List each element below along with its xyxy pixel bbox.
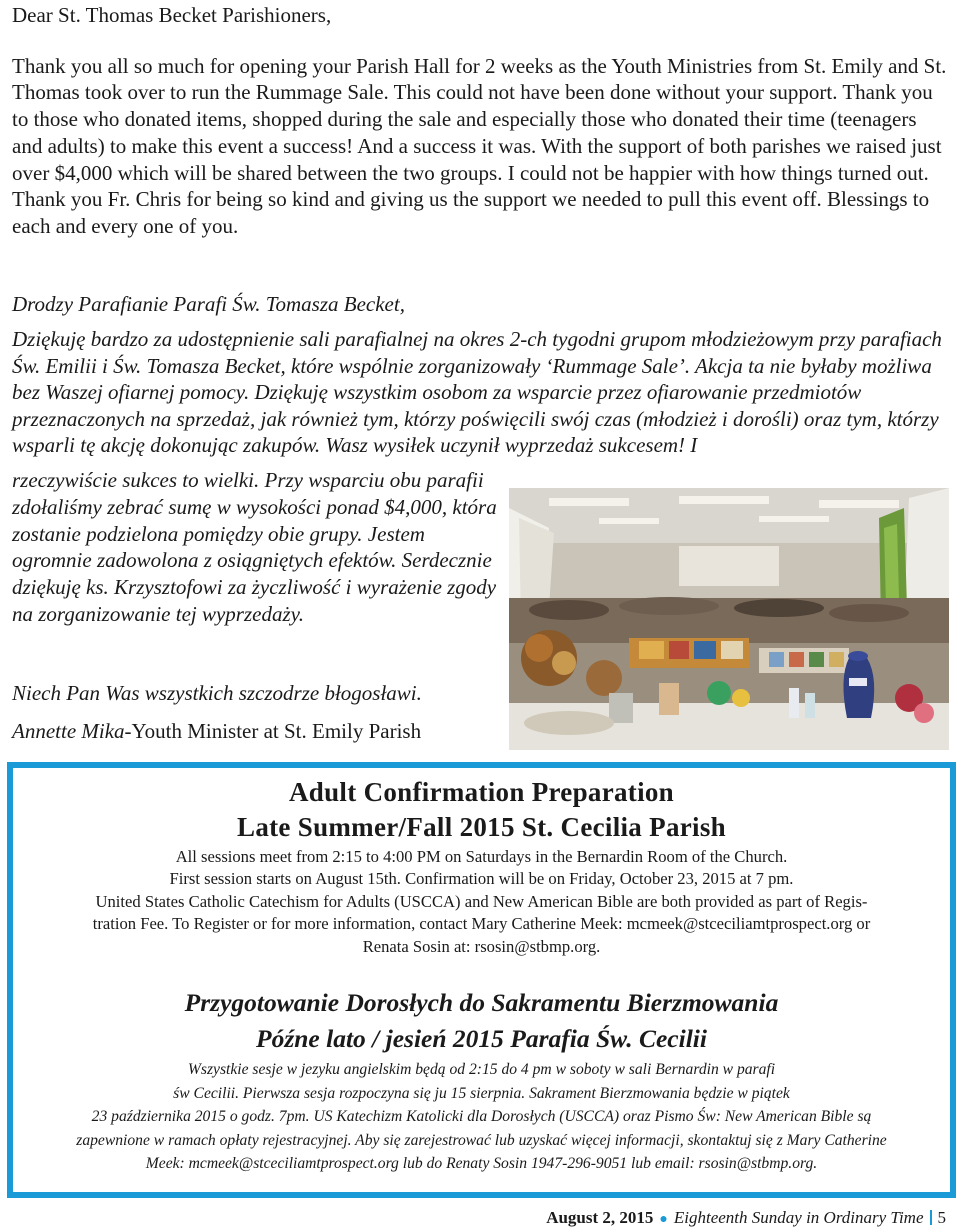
confirmation-announcement-box: [7, 762, 956, 1198]
rummage-sale-photo: [509, 488, 949, 750]
english-subtitle: Late Summer/Fall 2015 St. Cecilia Parish: [237, 812, 726, 842]
english-line: tration Fee. To Register or for more information, contact Mary Catherine Meek: mcmeek@stceciliamtprospect.org or: [92, 914, 871, 934]
polish-details: [19, 1058, 944, 1176]
polish-body-full-width: Dziękuję bardzo za udostępnienie sali parafialnej na okres 2-ch tygodni grupom młodzieżowym przy parafiach Św. Emilii i Św. Tomasza Becket, które wspólnie zorganizowały ‘Rummage Sale’. Akcja ta nie byłaby możliwa bez Waszej ofiarnej pomocy. Dziękuję wszystkim osobom za wsparcie przez ofiarowanie przedmiotów przeznaczonych na sprzedaż, jak również tym, którzy poświęcili swój czas (młodzież i dorośli) oraz tym, którzy wsparli tę akcję dokonując zakupów. Wasz wysiłek uczynił wyprzedaż sukcesem! I: [12, 327, 942, 458]
polish-line: Meek: mcmeek@stceciliamtprospect.org lub do Renaty Sosin 1947-296-9051 lub email: rsosin@stbmp.org.: [145, 1155, 818, 1173]
signature: [12, 718, 421, 744]
polish-subtitle: Późne lato / jesień 2015 Parafia Św. Cecilii: [256, 1024, 707, 1053]
polish-body-wrapped: rzeczywiście sukces to wielki. Przy wsparciu obu parafii zdołaliśmy zebrać sumę w wysokości ponad $4,000, która zostanie podzielona pomiędzy obie grupy. Jestem ogromnie zadowolona z osiągniętych efektów. Serdecznie dziękuję ks. Krzysztofowi za życzliwość i wyrażenie zgody na zorganizowanie tej wyprzedaży.: [12, 468, 497, 626]
letter-english: [12, 2, 948, 240]
english-line: First session starts on August 15th. Confirmation will be on Friday, October 23, 2015 at 7 pm.: [169, 869, 794, 889]
english-title: Adult Confirmation Preparation: [289, 777, 674, 807]
page-number: 5: [937, 1208, 946, 1227]
polish-line: Wszystkie sesje w jezyku angielskim będą od 2:15 do 4 pm w soboty w sali Bernardin w parafi: [187, 1061, 776, 1078]
footer-date: August 2, 2015: [546, 1208, 654, 1227]
letter-greeting: Dear St. Thomas Becket Parishioners,: [12, 3, 332, 27]
english-line: All sessions meet from 2:15 to 4:00 PM on Saturdays in the Bernardin Room of the Church.: [175, 847, 788, 866]
polish-greeting: Drodzy Parafianie Parafi Św. Tomasza Becket,: [12, 292, 405, 316]
polish-line: 23 października 2015 o godz. 7pm. US Katechizm Katolicki dla Dorosłych (USCCA) oraz Pismo Św: New American Bible są: [91, 1108, 872, 1126]
polish-line: św Cecilii. Pierwsza sesja rozpoczyna się ju 15 sierpnia. Sakrament Bierzmowania będzie w piątek: [173, 1084, 790, 1102]
page-footer: [546, 1208, 946, 1228]
footer-occasion: Eighteenth Sunday in Ordinary Time: [673, 1208, 924, 1227]
divider: [930, 1210, 932, 1225]
english-line: United States Catholic Catechism for Adults (USCCA) and New American Bible are both provided as part of Regis-: [95, 891, 868, 911]
english-line: Renata Sosin at: rsosin@stbmp.org.: [362, 936, 601, 956]
signature-role: -Youth Minister at St. Emily Parish: [124, 719, 422, 743]
letter-body: Thank you all so much for opening your Parish Hall for 2 weeks as the Youth Ministries from St. Emily and St. Thomas took over to run the Rummage Sale. This could not have been done without your support. Thank you to those who donated items, shopped during the sale and especially those who donated their time (teenagers and adults) to make this event a success! And a success it was. With the support of both parishes we raised just over $4,000 which will be shared between the two groups. I could not be happier with how things turned out. Thank you Fr. Chris for being so kind and giving us the support we needed to pull this event off. Blessings to each and every one of you.: [12, 53, 947, 238]
polish-blessing: Niech Pan Was wszystkich szczodrze błogosławi.: [12, 681, 422, 705]
bullet-icon: ●: [659, 1212, 668, 1227]
signature-name: Annette Mika: [12, 719, 125, 743]
polish-line: zapewnione w ramach opłaty rejestracyjnej. Aby się zarejestrować lub uzyskać więcej informacji, skontaktuj się z Mary Catherine: [76, 1131, 887, 1149]
english-details: [19, 846, 944, 958]
polish-title: Przygotowanie Dorosłych do Sakramentu Bierzmowania: [184, 988, 779, 1017]
